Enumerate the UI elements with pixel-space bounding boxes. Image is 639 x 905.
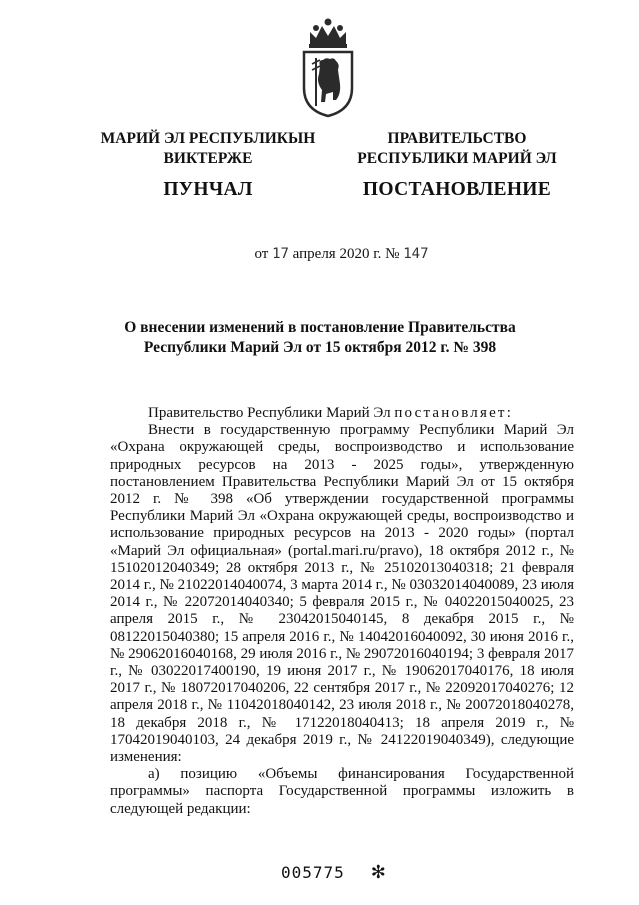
intro-spaced: постановляет <box>394 405 507 421</box>
date-month-year: апреля 2020 г. № <box>292 246 400 262</box>
header-mari-column <box>73 129 343 200</box>
header-russian-line2: РЕСПУБЛИКИ МАРИЙ ЭЛ <box>357 150 557 167</box>
date-line <box>0 246 639 263</box>
header-mari-doc-type: ПУНЧАЛ <box>163 179 253 200</box>
intro-start: Правительство Республики Марий Эл <box>148 405 395 421</box>
footer <box>281 862 386 883</box>
decree-number: 147 <box>403 246 429 262</box>
document-title <box>80 318 560 358</box>
date-day: 17 <box>272 246 289 262</box>
paragraph-main: Внести в государственную программу Республики Марий Эл «Охрана окружающей среды, воспроизводство и использование природных ресурсов на 2013 - 2025 годы», утвержденную постановлением Правительства Республики Марий Эл от 15 октября 2012 г. № 398 «Об утверждении государственной программы Республики Марий Эл «Охрана окружающей среды, воспроизводство и использование природных ресурсов на 2013 - 2020 годы» (портал «Марий Эл официальная» (portal.mari.ru/pravo), 18 октября 2012 г., № 15102012040349; 28 октября 2013 г., № 25102013040318; 21 февраля 2014 г., № 21022014040074, 3 марта 2014 г., № 03032014040089, 23 июля 2014 г., № 22072014040340; 5 февраля 2015 г., № 04022015040025, 23 апреля 2015 г., № 23042015040145, 8 декабря 2015 г., № 08122015040380; 15 апреля 2016 г., № 14042016040092, 30 июня 2016 г., № 29062016040168, 29 июля 2016 г., № 29072016040194; 3 февраля 2017 г., № 03022017400190, 19 июня 2017 г., № 19062017040176, 18 июля 2017 г., № 18072017040206, 22 сентября 2017 г., № 22092017040276; 12 апреля 2018 г., № 11042018040142, 23 июля 2018 г., № 20072018040278, 18 декабря 2018 г., № 17122018040413; 18 апреля 2019 г., № 17042019040103, 24 декабря 2019 г., № 24122019040349), следующие изменения: <box>110 422 574 766</box>
header-russian-doc-type: ПОСТАНОВЛЕНИЕ <box>362 179 552 200</box>
coat-of-arms-icon <box>296 14 360 118</box>
serial-number: 005775 <box>281 863 345 882</box>
header-russian-line1: ПРАВИТЕЛЬСТВО <box>387 130 527 147</box>
paragraph-a: а) позицию «Объемы финансирования Государственной программы» паспорта Государственной программы изложить в следующей редакции: <box>110 766 574 817</box>
date-prefix: от <box>254 246 269 262</box>
intro-end: : <box>506 405 511 421</box>
header-mari-line1: МАРИЙ ЭЛ РЕСПУБЛИКЫН <box>100 130 316 147</box>
title-line1: О внесении изменений в постановление Правительства <box>124 319 516 336</box>
header-mari-line2: ВИКТЕРЖЕ <box>163 150 253 167</box>
header-russian-column <box>322 129 592 200</box>
document-body <box>110 405 574 818</box>
intro-paragraph <box>110 405 574 422</box>
title-line2: Республики Марий Эл от 15 октября 2012 г. № 398 <box>143 339 497 356</box>
asterisk-mark-icon: ✻ <box>370 862 386 882</box>
